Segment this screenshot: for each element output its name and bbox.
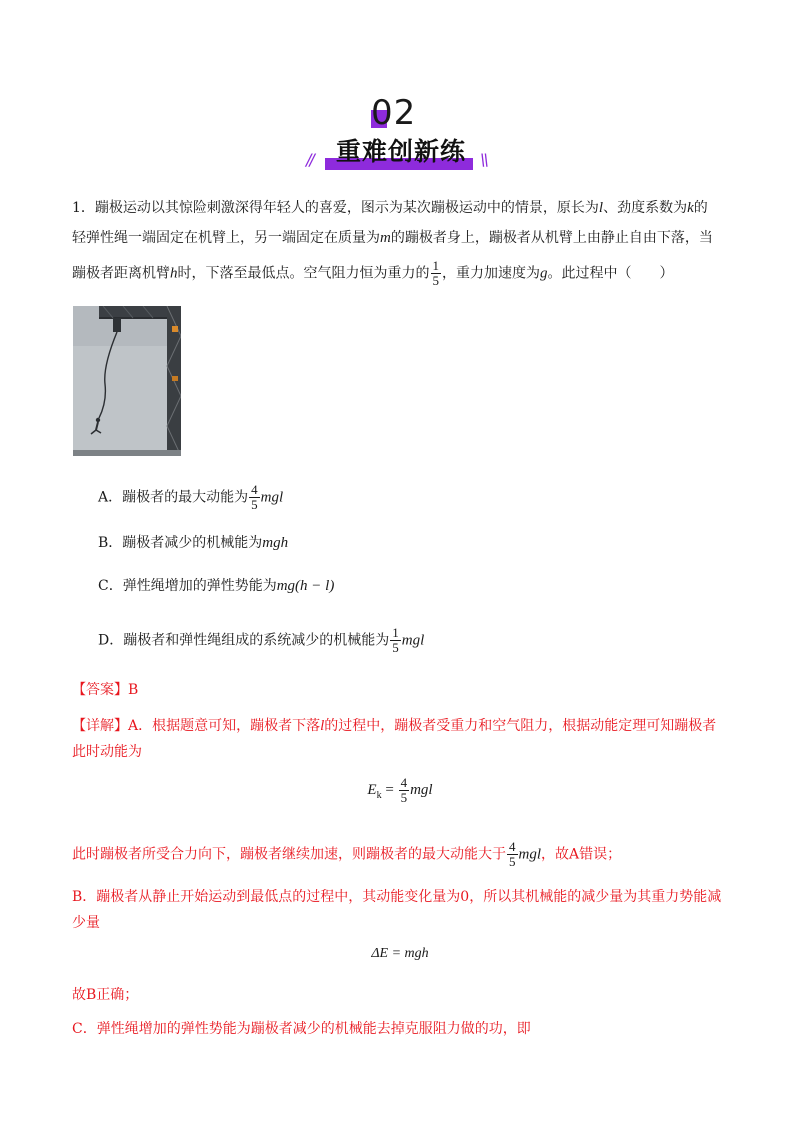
option-a: A．蹦极者的最大动能为 $\frac{4}{5}$ mgl [98, 482, 284, 512]
question-line-3: 蹦极者距离机臂h时，下落至最低点。空气阻力恒为重力的 $\frac{1}{5}$ ，重力加速度为g。此过程中（ ） [72, 258, 674, 288]
bungee-photo [73, 306, 181, 456]
formula-kinetic-energy: $E_k$ = $\frac{4}{5}$ mgl [367, 775, 433, 805]
option-d: D．蹦极者和弹性绳组成的系统减少的机械能为 $\frac{1}{5}$ mgl [98, 625, 425, 655]
right-slash-mark: \\ [480, 150, 487, 169]
question-line-2: 轻弹性绳一端固定在机臂上，另一端固定在质量为m的蹦极者身上，蹦极者从机臂上由静止自由下落，当 [72, 230, 713, 246]
formula-energy-loss: ΔE = mgh [371, 946, 429, 961]
option-d-fraction: $\frac{1}{5}$ [392, 625, 399, 655]
analysis-b-line-3: 故B正确； [72, 987, 139, 1003]
analysis-a-line-3: 此时蹦极者所受合力向下，蹦极者继续加速，则蹦极者的最大动能大于 $\frac{4}{5}$ mgl，故A错误； [72, 839, 622, 869]
analysis-b-line-2: 少量 [72, 915, 100, 931]
analysis-a-line-1: 【详解】A．根据题意可知，蹦极者下落l的过程中，蹦极者受重力和空气阻力，根据动能定理可知蹦极者 [72, 718, 717, 734]
left-slash-mark: // [306, 150, 313, 169]
analysis-b-line-1: B．蹦极者从静止开始运动到最低点的过程中，其动能变化量为0，所以其机械能的减少量为其重力势能减 [72, 889, 722, 905]
option-c: C．弹性绳增加的弹性势能为mg(h − l) [98, 578, 335, 594]
fraction-one-fifth: $\frac{1}{5}$ [432, 258, 439, 288]
analysis-a-line-2: 此时动能为 [72, 744, 142, 760]
question-line-1: 1．蹦极运动以其惊险刺激深得年轻人的喜爱，图示为某次蹦极运动中的情景，原长为l、劲度系数为k的 [72, 200, 708, 216]
option-a-fraction: $\frac{4}{5}$ [251, 482, 258, 512]
answer-label: 【答案】B [72, 682, 139, 698]
section-number: 02 [371, 93, 417, 133]
bungee-scene-illustration [73, 306, 181, 456]
section-title: 重难创新练 [335, 137, 466, 166]
option-b: B．蹦极者减少的机械能为mgh [98, 535, 289, 551]
analysis-c-line-1: C．弹性绳增加的弹性势能为蹦极者减少的机械能去掉克服阻力做的功，即 [72, 1021, 531, 1037]
